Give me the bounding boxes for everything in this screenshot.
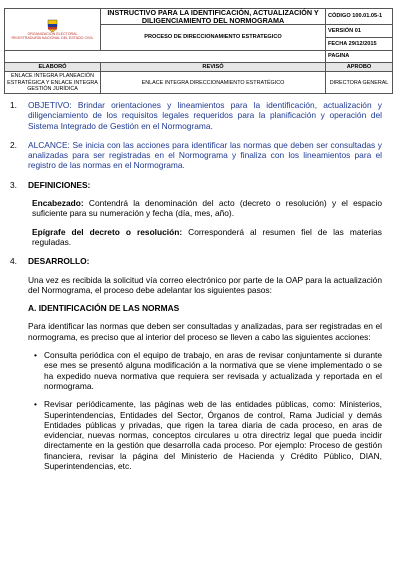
section-number: 1. <box>10 100 17 110</box>
section-alcance <box>10 139 382 171</box>
subsection-text: Para identificar las normas que deben ser consultadas y analizadas, para ser registradas en el normograma, es preciso que al interior del proceso se lleven a cabo las siguientes acciones: <box>28 321 382 342</box>
process-name: PROCESO DE DIRECCIONAMIENTO ESTRATEGICO <box>101 25 326 51</box>
list-item: • Revisar periódicamente, las páginas web de las entidades públicas, como: Ministerios, Superintendencias, Entidades del Sector, Órganos de control, Rama Judicial y demás Entidades públicas y privadas, que rigen la tarea diaria de cada proceso, en aras de evidenciar, nuevas normas, conceptos circulares u otra directriz legal que pueda incidir directamente en la gestión que desarrolla cada proceso. Por ejemplo: Proceso de gestión financiera, revisar la página del Ministerio de Hacienda y Crédito Público, DIAN, Superintendencias, etc. <box>44 399 382 471</box>
document-title: INSTRUCTIVO PARA LA IDENTIFICACIÓN, ACTUALIZACIÓN Y DILIGENCIAMIENTO DEL NORMOGRAMA <box>101 9 326 25</box>
definition-term: Epígrafe del decreto o resolución: <box>32 226 183 237</box>
section-text: Brindar orientaciones y lineamientos para la identificación, actualización y diligenciamiento de los requisitos legales requeridos para la planificación y operación del Sistema Integrado de Gestión en el Normograma. <box>28 100 382 131</box>
definition-epigrafe <box>32 227 382 248</box>
section-heading: OBJETIVO: <box>28 100 72 110</box>
section-objetivo <box>10 100 382 131</box>
document-code: CÓDIGO 100.01.05-1 <box>326 9 393 25</box>
document-page: PAGINA <box>326 51 393 63</box>
section-number: 3. <box>10 179 17 190</box>
logo-line-2: REGISTRADURÍA NACIONAL DEL ESTADO CIVIL <box>11 35 94 40</box>
section-heading: DESARROLLO: <box>28 256 90 267</box>
document-body <box>10 100 382 480</box>
subsection-heading: A. IDENTIFICACIÓN DE LAS NORMAS <box>28 303 180 314</box>
elaboro-value: ENLACE INTEGRA PLANEACIÓN ESTRATÉGICA Y ENLACE INTEGRA GESTIÓN JURÍDICA <box>5 72 101 94</box>
section-number: 4. <box>10 256 17 267</box>
section-heading: DEFINICIONES: <box>28 179 91 190</box>
coat-of-arms-icon <box>47 19 58 33</box>
document-version: VERSIÓN 01 <box>326 25 393 38</box>
list-item: • Consulta periódica con el equipo de trabajo, en aras de revisar conjuntamente si durante ese mes se presentó alguna modificación a la normativa que se viene implementado o se ha expedido nueva normativa que requiera ser revisada y actualizada y reportada en el normograma. <box>44 350 382 391</box>
actions-list <box>44 350 382 471</box>
definition-text: Corresponderá al resumen fiel de las materias reguladas. <box>32 226 382 247</box>
section-desarrollo <box>10 256 382 472</box>
definition-text: Contendrá la denominación del acto (decreto o resolución) y el espacio suficiente para su numeración y fecha (día, mes, año). <box>32 198 382 219</box>
section-definiciones <box>10 179 382 247</box>
desarrollo-intro: Una vez es recibida la solicitud vía correo electrónico por parte de la OAP para la actualización del Normograma, el proceso debe adelantar los siguientes pasos: <box>28 274 382 295</box>
document-header <box>4 8 393 94</box>
logo-line-1: ORGANIZACIÓN ELECTORAL <box>27 31 78 36</box>
definition-term: Encabezado: <box>32 198 84 209</box>
definition-encabezado <box>32 198 382 219</box>
aprobo-value: DIRECTORA GENERAL <box>326 72 393 94</box>
organization-logo <box>7 19 98 41</box>
logo-cell <box>5 9 101 51</box>
section-text: Se inicia con las acciones para identificar las normas que deben ser consultadas y analizadas para ser registradas en el Normograma y finaliza con los lineamientos para el registro de las normas en el Normograma. <box>28 139 382 171</box>
section-number: 2. <box>10 139 17 150</box>
section-heading: ALCANCE: <box>28 139 70 150</box>
elaboro-label: ELABORÓ <box>5 63 101 72</box>
reviso-value: ENLACE INTEGRA DIRECCIONAMIENTO ESTRATÉGICO <box>101 72 326 94</box>
document-date: FECHA 29/12/2015 <box>326 38 393 51</box>
reviso-label: REVISÓ <box>101 63 326 72</box>
aprobo-label: APROBO <box>326 63 393 72</box>
